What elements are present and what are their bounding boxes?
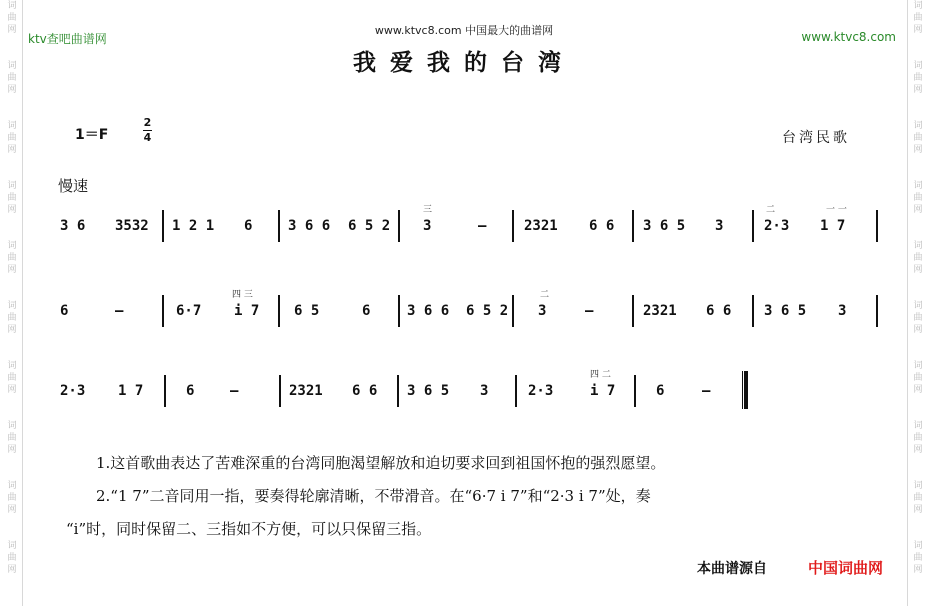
site-url-right: www.ktvc8.com [801,30,896,44]
barline [398,210,400,242]
note-group: 2·3 [60,383,86,399]
note-group: 2321 [643,303,677,319]
note-group: 3 6 5 [407,383,450,399]
barline [634,375,636,407]
song-title: 我爱我的台湾 [353,49,575,76]
barline [876,210,878,242]
watermark-right: 词 曲 网 词 曲 网 词 曲 网 词 曲 网 词 曲 网 词 曲 网 词 曲 网 词 曲 网 词 曲 网 词 曲 网 [907,0,928,606]
barline [632,295,634,327]
note-group: 6 [186,383,195,399]
note-group: 3 6 [60,218,86,234]
fingering-mark: 二 [540,290,550,300]
barline [876,295,878,327]
note-line-1: 1.这首歌曲表达了苦难深重的台湾同胞渴望解放和迫切要求回到祖国怀抱的强烈愿望。 [96,454,666,472]
time-top: 2 [143,116,152,129]
note-group: 3 6 6 [407,303,450,319]
barline [515,375,517,407]
note-group: – [230,383,239,399]
barline [398,295,400,327]
site-name-left: ktv查吧曲谱网 [28,32,107,46]
note-group: 6 6 [706,303,732,319]
note-group: 3 6 5 [764,303,807,319]
fingering-mark: 四 三 [232,290,253,300]
score-row-2 [0,285,928,335]
note-group: 1 2 1 [172,218,215,234]
note-group: – [478,218,487,234]
note-group: 2321 [524,218,558,234]
score-row-3 [0,365,928,415]
note-group: 2·3 [764,218,790,234]
final-barline [742,371,748,409]
fingering-mark: 三 [423,205,433,215]
note-line-3: “i”时，同时保留二、三指如不方便，可以只保留三指。 [66,520,432,538]
time-signature [143,117,152,144]
note-group: 3532 [115,218,149,234]
fingering-mark: 二 [766,205,776,215]
key-signature: 1＝F [75,127,109,143]
note-group: 6 6 [589,218,615,234]
note-group: 6 [362,303,371,319]
note-group: 3 [715,218,724,234]
time-bottom: 4 [143,131,152,144]
note-group: 1 7 [820,218,846,234]
note-group: 3 [838,303,847,319]
barline [512,210,514,242]
barline [278,295,280,327]
note-group: 3 6 5 [643,218,686,234]
note-group: 6 [656,383,665,399]
note-group: 6 [60,303,69,319]
source-label: 本曲谱源自 [697,561,767,577]
note-group: 6 5 2 [466,303,509,319]
note-group: 6 5 [294,303,320,319]
watermark-left: 词 曲 网 词 曲 网 词 曲 网 词 曲 网 词 曲 网 词 曲 网 词 曲 网 词 曲 网 词 曲 网 词 曲 网 [2,0,23,606]
barline [164,375,166,407]
score-row-1 [0,200,928,250]
note-group: – [702,383,711,399]
note-group: 6 5 2 [348,218,391,234]
barline [162,210,164,242]
note-group: 3 [423,218,432,234]
note-group: 3 6 6 [288,218,331,234]
barline [632,210,634,242]
barline [752,210,754,242]
barline [162,295,164,327]
note-group: 2·3 [528,383,554,399]
note-group: 6 6 [352,383,378,399]
barline [512,295,514,327]
fingering-mark: 一 一 [826,205,847,215]
note-group: 3 [538,303,547,319]
note-group: – [585,303,594,319]
barline [278,210,280,242]
composer: 台湾民歌 [782,130,850,146]
barline [752,295,754,327]
note-group: i 7 [590,383,616,399]
note-group: 2321 [289,383,323,399]
tempo-marking: 慢速 [58,177,89,195]
note-group: i 7 [234,303,260,319]
source-link[interactable]: 中国词曲网 [808,559,884,577]
note-group: 1 7 [118,383,144,399]
note-group: 3 [480,383,489,399]
barline [397,375,399,407]
barline [279,375,281,407]
fingering-mark: 四 二 [590,370,611,380]
note-group: 6·7 [176,303,202,319]
note-line-2: 2.“1 7”二音同用一指，要奏得轮廓清晰，不带滑音。在“6·7 i 7”和“2·3 i 7”处，奏 [96,487,651,505]
note-group: 6 [244,218,253,234]
site-banner: www.ktvc8.com 中国最大的曲谱网 [374,24,554,37]
note-group: – [115,303,124,319]
